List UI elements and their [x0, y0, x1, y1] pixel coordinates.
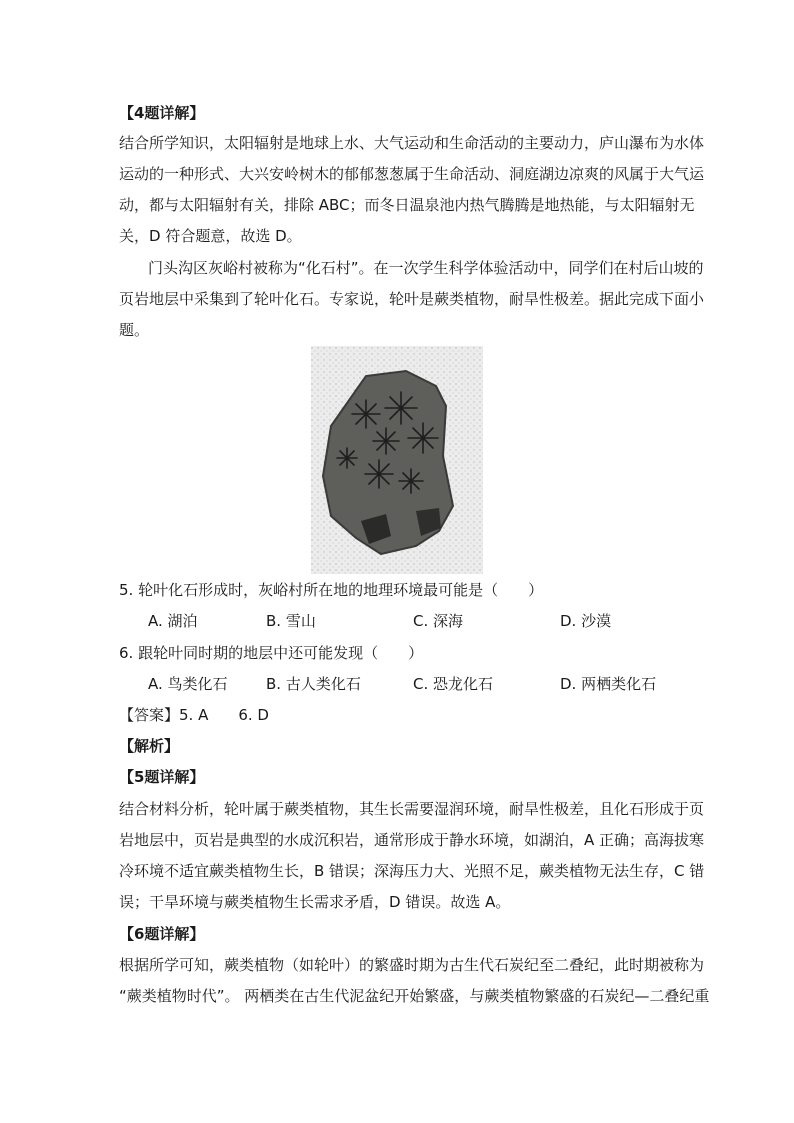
material-line: 题。: [119, 321, 150, 339]
q4-line: 运动的一种形式、大兴安岭树木的郁郁葱葱属于生命活动、洞庭湖边凉爽的风属于大气运: [119, 165, 705, 183]
q5-option-b: B. 雪山: [266, 612, 316, 630]
analysis-heading: 【解析】: [119, 737, 180, 755]
q4-line: 关，D 符合题意，故选 D。: [119, 227, 302, 245]
q6-stem: 6. 跟轮叶同时期的地层中还可能发现（ ）: [119, 644, 424, 662]
q5-stem: 5. 轮叶化石形成时，灰峪村所在地的地理环境最可能是（ ）: [119, 581, 544, 599]
q4-line: 动，都与太阳辐射有关，排除 ABC；而冬日温泉池内热气腾腾是地热能，与太阳辐射无: [119, 196, 695, 214]
q5-option-a: A. 湖泊: [148, 612, 198, 630]
q5-option-c: C. 深海: [413, 612, 464, 630]
q6-detail-line: 根据所学可知，蕨类植物（如轮叶）的繁盛时期为古生代石炭纪至二叠纪，此时期被称为: [119, 956, 705, 974]
q5-detail-line: 冷环境不适宜蕨类植物生长，B 错误；深海压力大、光照不足，蕨类植物无法生存，C 错: [119, 862, 705, 880]
q6-detail-heading: 【6题详解】: [119, 925, 205, 943]
q6-option-d: D. 两栖类化石: [560, 675, 657, 693]
q5-option-d: D. 沙漠: [560, 612, 612, 630]
material-line: 门头沟区灰峪村被称为“化石村”。在一次学生科学体验活动中，同学们在村后山坡的: [148, 259, 704, 277]
q5-detail-line: 岩地层中，页岩是典型的水成沉积岩，通常形成于静水环境，如湖泊，A 正确；高海拔寒: [119, 831, 705, 849]
fern-fossil-image: [311, 346, 483, 574]
q4-heading: 【4题详解】: [119, 104, 205, 122]
q6-option-c: C. 恐龙化石: [413, 675, 494, 693]
answer-line: 【答案】5. A 6. D: [119, 706, 269, 724]
q4-line: 结合所学知识，太阳辐射是地球上水、大气运动和生命活动的主要动力，庐山瀑布为水体: [119, 134, 705, 152]
q6-option-a: A. 鸟类化石: [148, 675, 228, 693]
q5-detail-line: 误；干旱环境与蕨类植物生长需求矛盾，D 错误。故选 A。: [119, 893, 511, 911]
fossil-photo: [311, 346, 483, 574]
material-line: 页岩地层中采集到了轮叶化石。专家说，轮叶是蕨类植物，耐旱性极差。据此完成下面小: [119, 290, 705, 308]
q5-detail-heading: 【5题详解】: [119, 768, 205, 786]
q6-detail-line: “蕨类植物时代”。 两栖类在古生代泥盆纪开始繁盛，与蕨类植物繁盛的石炭纪—二叠纪重: [119, 987, 710, 1005]
q6-option-b: B. 古人类化石: [266, 675, 361, 693]
q5-detail-line: 结合材料分析，轮叶属于蕨类植物，其生长需要湿润环境，耐旱性极差，且化石形成于页: [119, 800, 705, 818]
